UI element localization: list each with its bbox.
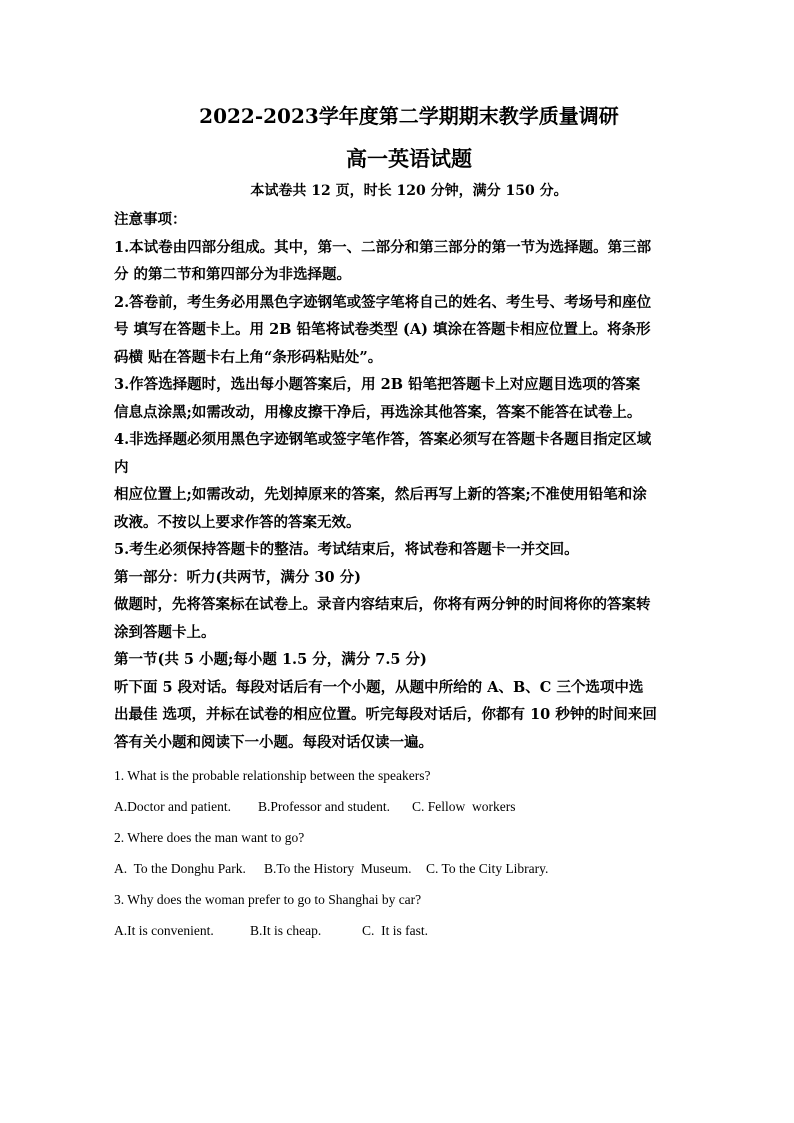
- option-c: C. It is fast.: [362, 923, 428, 938]
- notice-line: 3.作答选择题时，选出每小题答案后，用 2B 铅笔把答题卡上对应题目选项的答案: [114, 376, 641, 393]
- exam-meta: 本试卷共 12 页，时长 120 分钟，满分 150 分。: [250, 183, 568, 199]
- notice-line: 分 的第二节和第四部分为非选择题。: [114, 266, 352, 283]
- option-b: B.It is cheap.: [250, 923, 322, 938]
- question-options: [114, 791, 704, 822]
- notice-line: 号 填写在答题卡上。用 2B 铅笔将试卷类型 (A) 填涂在答题卡相应位置上。将条形: [114, 321, 651, 338]
- exam-page: [114, 102, 704, 946]
- intro-line: 涂到答题卡上。: [114, 623, 216, 641]
- notice-line: 信息点涂黑;如需改动，用橡皮擦干净后，再选涂其他答案，答案不能答在试卷上。: [114, 403, 642, 421]
- notice-line: 内: [114, 458, 129, 476]
- intro-line: 做题时，先将答案标在试卷上。录音内容结束后，你将有两分钟的时间将你的答案转: [114, 596, 651, 613]
- option-c: C. Fellow workers: [412, 799, 516, 814]
- section1-heading: 第一节(共 5 小题;每小题 1.5 分，满分 7.5 分): [114, 651, 427, 668]
- option-a: A.It is convenient.: [114, 923, 214, 938]
- option-b: B.Professor and student.: [258, 799, 390, 814]
- section1-instructions: [114, 674, 704, 757]
- notice-line: 改液。不按以上要求作答的答案无效。: [114, 513, 361, 531]
- part1-heading: 第一部分：听力(共两节，满分 30 分): [114, 568, 361, 586]
- option-b: B.To the History Museum.: [264, 861, 412, 876]
- exam-subtitle: 高一英语试题: [346, 146, 472, 171]
- question-stem: 1. What is the probable relationship between the speakers?: [114, 768, 431, 783]
- option-a: A. To the Donghu Park.: [114, 861, 246, 876]
- notice-line: 2.答卷前，考生务必用黑色字迹钢笔或签字笔将自己的姓名、考生号、考场号和座位: [114, 293, 652, 311]
- instruction-line: 出最佳 选项，并标在试卷的相应位置。听完每段对话后，你都有 10 秒钟的时间来回: [114, 706, 657, 723]
- option-a: A.Doctor and patient.: [114, 799, 231, 814]
- notice-line: 相应位置上;如需改动，先划掉原来的答案，然后再写上新的答案;不准使用铅笔和涂: [114, 486, 647, 503]
- instruction-line: 答有关小题和阅读下一小题。每段对话仅读一遍。: [114, 733, 433, 751]
- option-c: C. To the City Library.: [426, 861, 549, 876]
- question-stem: 2. Where does the man want to go?: [114, 830, 305, 845]
- notice-line: 4.非选择题必须用黑色字迹钢笔或签字笔作答，答案必须写在答题卡各题目指定区域: [114, 431, 652, 448]
- question-list: [114, 760, 704, 946]
- part1-intro: [114, 591, 704, 646]
- question-options: [114, 915, 704, 946]
- notice-line: 码横 贴在答题卡右上角“条形码粘贴处”。: [114, 348, 383, 366]
- notice-line: 5.考生必须保持答题卡的整洁。考试结束后，将试卷和答题卡一并交回。: [114, 541, 579, 558]
- notice-body: [114, 234, 704, 564]
- notice-heading: 注意事项：: [114, 211, 187, 228]
- question-stem: 3. Why does the woman prefer to go to Shanghai by car?: [114, 892, 422, 907]
- instruction-line: 听下面 5 段对话。每段对话后有一个小题，从题中所给的 A、B、C 三个选项中选: [114, 678, 644, 696]
- notice-line: 1.本试卷由四部分组成。其中，第一、二部分和第三部分的第一节为选择题。第三部: [114, 238, 652, 256]
- exam-title: 2022-2023学年度第二学期期末教学质量调研: [199, 104, 619, 128]
- question-options: [114, 853, 704, 884]
